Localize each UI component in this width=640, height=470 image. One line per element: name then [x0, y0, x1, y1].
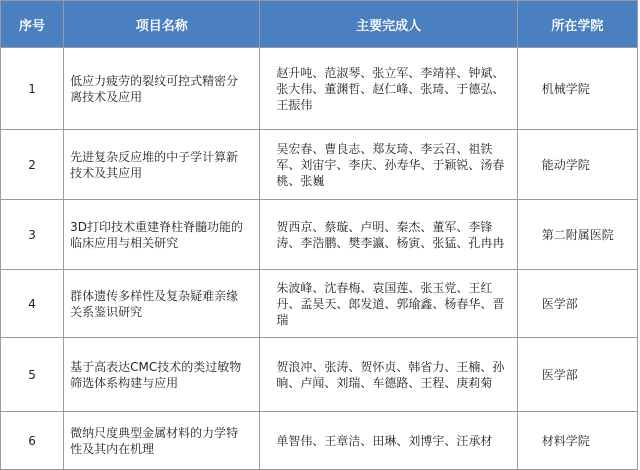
row-index: 6	[1, 412, 64, 470]
table-row	[1, 270, 638, 338]
row-college: 机械学院	[517, 48, 637, 130]
row-index: 4	[1, 270, 64, 338]
row-index: 5	[1, 338, 64, 412]
table-row	[1, 130, 638, 200]
row-project-name: 低应力疲劳的裂纹可控式精密分离技术及应用	[64, 48, 260, 130]
header-main-contributors: 主要完成人	[260, 1, 517, 48]
table-row	[1, 48, 638, 130]
header-project-name: 项目名称	[64, 1, 260, 48]
table-row	[1, 412, 638, 470]
table-header-row	[1, 1, 638, 48]
row-contributors: 单智伟、王章洁、田琳、刘博宇、汪承材	[260, 412, 517, 470]
row-project-name: 3D打印技术重建脊柱脊髓功能的临床应用与相关研究	[64, 200, 260, 270]
header-college: 所在学院	[517, 1, 637, 48]
row-college: 材料学院	[517, 412, 637, 470]
row-contributors: 贺浪冲、张涛、贺怀贞、韩省力、王楠、孙晌、卢闻、刘瑞、车德路、王程、庚莉菊	[260, 338, 517, 412]
row-project-name: 基于高表达CMC技术的类过敏物筛选体系构建与应用	[64, 338, 260, 412]
row-index: 3	[1, 200, 64, 270]
row-college: 能动学院	[517, 130, 637, 200]
table-row	[1, 200, 638, 270]
row-index: 2	[1, 130, 64, 200]
row-college: 第二附属医院	[517, 200, 637, 270]
row-college: 医学部	[517, 338, 637, 412]
row-project-name: 微纳尺度典型金属材料的力学特性及其内在机理	[64, 412, 260, 470]
row-contributors: 吴宏春、曹良志、郑友琦、李云召、祖铁军、刘宙宇、李庆、孙寿华、于颖锐、汤春桃、张巍	[260, 130, 517, 200]
row-contributors: 朱波峰、沈春梅、袁国莲、张玉党、王红丹、孟昊天、郎发道、郭瑜鑫、杨春华、晋瑞	[260, 270, 517, 338]
row-index: 1	[1, 48, 64, 130]
row-contributors: 贺西京、蔡璇、卢明、秦杰、董军、李锋涛、李浩鹏、樊李瀛、杨寅、张猛、孔冉冉	[260, 200, 517, 270]
row-project-name: 群体遗传多样性及复杂疑难亲缘关系鉴识研究	[64, 270, 260, 338]
header-index: 序号	[1, 1, 64, 48]
row-project-name: 先进复杂反应堆的中子学计算新技术及其应用	[64, 130, 260, 200]
row-contributors: 赵升吨、范淑琴、张立军、李靖祥、钟斌、张大伟、董渊哲、赵仁峰、张琦、于德弘、王振伟	[260, 48, 517, 130]
table-row	[1, 338, 638, 412]
row-college: 医学部	[517, 270, 637, 338]
